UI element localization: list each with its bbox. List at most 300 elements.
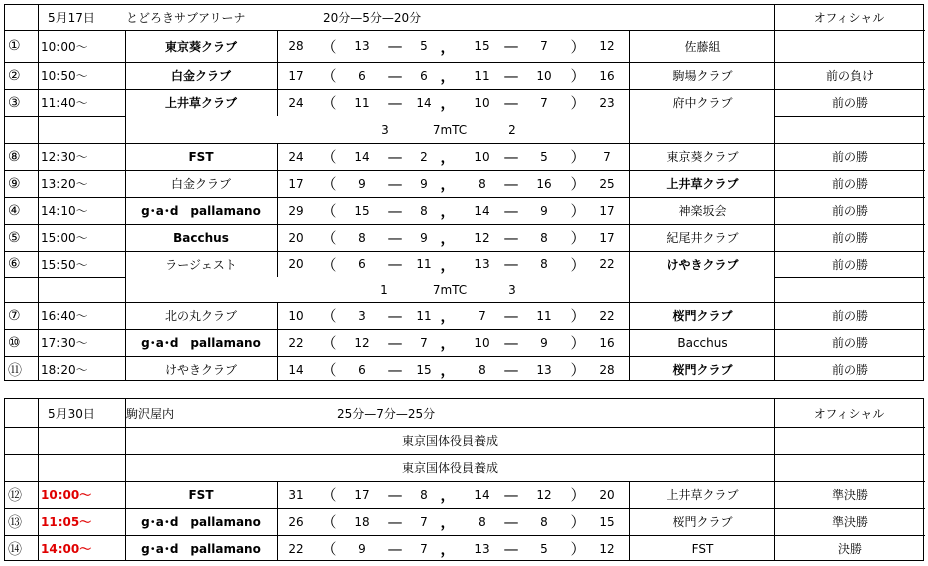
home-team: g･a･d pallamano bbox=[141, 542, 261, 556]
grid-line bbox=[629, 224, 630, 251]
home-score: 10 bbox=[288, 308, 304, 323]
grid-line bbox=[125, 399, 126, 561]
away-first-half: 14 bbox=[416, 95, 432, 110]
dash: — bbox=[387, 539, 403, 558]
away-second-half: 9 bbox=[540, 335, 548, 350]
table-header-row bbox=[5, 5, 925, 30]
away-second-half: 11 bbox=[536, 308, 552, 323]
away-score: 15 bbox=[599, 514, 615, 529]
header-official: オフィシャル bbox=[813, 11, 885, 25]
home-second-half: 10 bbox=[474, 95, 490, 110]
grid-line bbox=[5, 116, 125, 117]
grid-line bbox=[629, 89, 630, 116]
home-team: ラージェスト bbox=[165, 257, 237, 272]
comma: ， bbox=[440, 540, 456, 558]
grid-line bbox=[5, 251, 925, 252]
dash: — bbox=[503, 37, 519, 55]
away-second-half: 8 bbox=[540, 257, 548, 271]
grid-line bbox=[5, 427, 925, 428]
match-time: 17:30～ bbox=[41, 336, 88, 350]
grid-line bbox=[277, 30, 278, 62]
match-row bbox=[5, 251, 925, 277]
home-first-half: 6 bbox=[358, 68, 366, 83]
home-first-half: 18 bbox=[354, 514, 370, 529]
home-team: g･a･d pallamano bbox=[141, 204, 261, 218]
comma: ， bbox=[440, 334, 456, 352]
grid-line bbox=[277, 481, 278, 508]
match-row bbox=[5, 302, 925, 329]
away-first-half: 7 bbox=[420, 541, 428, 556]
dash: — bbox=[387, 66, 403, 85]
official: 前の勝 bbox=[831, 257, 868, 272]
away-first-half: 11 bbox=[416, 308, 432, 323]
dash: — bbox=[503, 539, 519, 558]
close-paren: ） bbox=[570, 540, 586, 558]
penalty-label: 7mTC bbox=[432, 282, 468, 297]
away-score: 17 bbox=[599, 230, 615, 245]
dash: — bbox=[503, 333, 519, 352]
grid-line bbox=[38, 5, 39, 381]
away-penalty: 2 bbox=[508, 122, 516, 137]
grid-line bbox=[5, 329, 925, 330]
training-row bbox=[5, 454, 925, 481]
away-second-half: 13 bbox=[536, 362, 552, 377]
away-second-half: 5 bbox=[540, 149, 548, 164]
schedule-table-may17 bbox=[4, 4, 924, 381]
match-number: ⑭ bbox=[8, 541, 22, 558]
away-second-half: 12 bbox=[536, 487, 552, 502]
home-team: 東京葵クラブ bbox=[164, 39, 237, 54]
close-paren: ） bbox=[570, 361, 586, 379]
table-header-row bbox=[5, 399, 925, 427]
home-second-half: 13 bbox=[474, 541, 490, 556]
grid-line bbox=[5, 277, 125, 278]
away-second-half: 7 bbox=[540, 95, 548, 110]
home-first-half: 8 bbox=[358, 230, 366, 245]
away-team: 桜門クラブ bbox=[672, 515, 733, 529]
close-paren: ） bbox=[570, 307, 586, 325]
home-score: 17 bbox=[288, 68, 304, 83]
home-team: 白金クラブ bbox=[170, 177, 231, 191]
home-score: 22 bbox=[288, 541, 304, 556]
close-paren: ） bbox=[570, 148, 586, 166]
away-team: Bacchus bbox=[677, 335, 728, 350]
match-row bbox=[5, 170, 925, 197]
home-team: 上井草クラブ bbox=[164, 96, 237, 110]
close-paren: ） bbox=[570, 94, 586, 112]
dash: — bbox=[503, 147, 519, 166]
away-first-half: 15 bbox=[416, 362, 432, 377]
match-number: ⑨ bbox=[8, 175, 21, 192]
grid-line bbox=[5, 454, 925, 455]
dash: — bbox=[387, 512, 403, 531]
grid-line bbox=[629, 116, 630, 143]
match-row bbox=[5, 508, 925, 535]
away-score: 23 bbox=[599, 95, 615, 110]
home-score: 29 bbox=[288, 203, 304, 218]
grid-line bbox=[5, 535, 925, 536]
grid-line bbox=[277, 356, 278, 381]
comma: ， bbox=[440, 148, 456, 166]
match-time: 12:30～ bbox=[41, 150, 88, 164]
official: 決勝 bbox=[837, 542, 862, 556]
close-paren: ） bbox=[570, 255, 586, 274]
grid-line bbox=[629, 277, 630, 302]
home-first-half: 6 bbox=[358, 362, 366, 377]
comma: ， bbox=[440, 486, 456, 504]
close-paren: ） bbox=[570, 513, 586, 531]
home-second-half: 8 bbox=[478, 362, 486, 377]
dash: — bbox=[503, 93, 519, 112]
away-first-half: 6 bbox=[420, 68, 428, 83]
away-second-half: 9 bbox=[540, 203, 548, 218]
header-date: 5月30日 bbox=[48, 406, 95, 421]
dash: — bbox=[387, 147, 403, 166]
match-number: ⑦ bbox=[8, 307, 21, 324]
home-second-half: 13 bbox=[474, 257, 490, 271]
home-penalty: 1 bbox=[380, 282, 388, 297]
home-team: g･a･d pallamano bbox=[141, 515, 261, 529]
dash: — bbox=[503, 201, 519, 220]
comma: ， bbox=[440, 255, 456, 274]
comma: ， bbox=[440, 513, 456, 531]
grid-line bbox=[5, 302, 925, 303]
grid-line bbox=[277, 535, 278, 561]
header-venue: 駒沢屋内 bbox=[126, 406, 175, 421]
dash: — bbox=[387, 37, 403, 55]
penalty-row bbox=[5, 116, 925, 143]
match-time: 18:20～ bbox=[41, 363, 88, 377]
away-team: FST bbox=[691, 541, 714, 556]
grid-line bbox=[629, 251, 630, 277]
away-team: 駒場クラブ bbox=[672, 69, 733, 83]
away-first-half: 7 bbox=[420, 335, 428, 350]
close-paren: ） bbox=[570, 202, 586, 220]
comma: ， bbox=[440, 67, 456, 85]
match-row bbox=[5, 224, 925, 251]
match-row bbox=[5, 197, 925, 224]
official: 前の負け bbox=[825, 69, 874, 83]
match-number: ② bbox=[8, 67, 21, 84]
away-team: 上井草クラブ bbox=[666, 488, 739, 502]
open-paren: （ bbox=[321, 229, 337, 247]
home-penalty: 3 bbox=[381, 122, 389, 137]
official: 前の勝 bbox=[831, 177, 868, 191]
away-team: 桜門クラブ bbox=[672, 363, 733, 377]
home-second-half: 8 bbox=[478, 514, 486, 529]
official: 前の勝 bbox=[831, 204, 868, 218]
grid-line bbox=[277, 89, 278, 116]
match-time: 11:05～ bbox=[41, 515, 92, 529]
away-second-half: 8 bbox=[540, 514, 548, 529]
open-paren: （ bbox=[321, 175, 337, 193]
home-score: 20 bbox=[288, 257, 304, 271]
home-team: けやきクラブ bbox=[164, 363, 237, 377]
match-number: ⑧ bbox=[8, 148, 21, 165]
match-row bbox=[5, 143, 925, 170]
grid-line bbox=[5, 170, 925, 171]
match-time: 10:00～ bbox=[41, 488, 92, 502]
grid-line bbox=[277, 197, 278, 224]
comma: ， bbox=[440, 361, 456, 379]
close-paren: ） bbox=[570, 67, 586, 85]
home-score: 24 bbox=[288, 95, 304, 110]
home-first-half: 9 bbox=[358, 176, 366, 191]
match-time: 11:40～ bbox=[41, 96, 88, 110]
grid-line bbox=[5, 224, 925, 225]
away-second-half: 10 bbox=[536, 68, 552, 83]
dash: — bbox=[387, 306, 403, 325]
away-first-half: 11 bbox=[416, 257, 432, 271]
match-row bbox=[5, 535, 925, 562]
away-score: 7 bbox=[603, 149, 611, 164]
away-first-half: 9 bbox=[420, 230, 428, 245]
close-paren: ） bbox=[570, 175, 586, 193]
header-date: 5月17日 bbox=[48, 11, 95, 25]
home-first-half: 6 bbox=[358, 257, 366, 271]
official bbox=[775, 30, 925, 62]
match-row bbox=[5, 356, 925, 383]
home-second-half: 14 bbox=[474, 203, 490, 218]
grid-line bbox=[5, 62, 925, 63]
grid-line bbox=[629, 30, 630, 62]
home-second-half: 14 bbox=[474, 487, 490, 502]
penalty-label: 7mTC bbox=[432, 122, 468, 137]
match-time: 10:50～ bbox=[41, 69, 88, 83]
away-score: 16 bbox=[599, 68, 615, 83]
dash: — bbox=[387, 485, 403, 504]
open-paren: （ bbox=[321, 202, 337, 220]
grid-line bbox=[277, 302, 278, 329]
grid-line bbox=[5, 143, 925, 144]
match-row bbox=[5, 62, 925, 89]
match-number: ③ bbox=[8, 94, 21, 111]
grid-line bbox=[629, 481, 630, 508]
home-team: FST bbox=[188, 149, 214, 164]
open-paren: （ bbox=[321, 540, 337, 558]
match-time: 14:10～ bbox=[41, 204, 88, 218]
home-team: Bacchus bbox=[173, 230, 229, 245]
home-second-half: 8 bbox=[478, 176, 486, 191]
away-score: 17 bbox=[599, 203, 615, 218]
grid-line bbox=[629, 143, 630, 170]
home-team: FST bbox=[188, 487, 214, 502]
away-first-half: 2 bbox=[420, 149, 428, 164]
dash: — bbox=[387, 255, 403, 273]
dash: — bbox=[503, 228, 519, 247]
grid-line bbox=[629, 329, 630, 356]
grid-line bbox=[629, 356, 630, 381]
grid-line bbox=[277, 170, 278, 197]
grid-line bbox=[5, 197, 925, 198]
away-first-half: 7 bbox=[420, 514, 428, 529]
close-paren: ） bbox=[570, 334, 586, 352]
grid-line bbox=[629, 197, 630, 224]
away-penalty: 3 bbox=[508, 282, 516, 297]
official: 準決勝 bbox=[831, 515, 868, 529]
away-score: 12 bbox=[599, 39, 615, 53]
home-first-half: 15 bbox=[354, 203, 370, 218]
dash: — bbox=[503, 174, 519, 193]
comma: ， bbox=[440, 229, 456, 247]
dash: — bbox=[387, 228, 403, 247]
open-paren: （ bbox=[321, 486, 337, 504]
match-number: ⑬ bbox=[8, 514, 22, 531]
dash: — bbox=[387, 360, 403, 379]
grid-line bbox=[277, 251, 278, 277]
grid-line bbox=[5, 356, 925, 357]
home-team: 白金クラブ bbox=[170, 69, 231, 83]
grid-line bbox=[774, 399, 775, 561]
away-score: 25 bbox=[599, 176, 615, 191]
match-row bbox=[5, 89, 925, 116]
away-score: 16 bbox=[599, 335, 615, 350]
grid-line bbox=[629, 535, 630, 561]
home-first-half: 12 bbox=[354, 335, 370, 350]
match-time: 15:00～ bbox=[41, 231, 88, 245]
grid-line bbox=[5, 481, 925, 482]
away-first-half: 9 bbox=[420, 176, 428, 191]
open-paren: （ bbox=[321, 513, 337, 531]
grid-line bbox=[277, 329, 278, 356]
away-score: 22 bbox=[599, 308, 615, 323]
home-second-half: 12 bbox=[474, 230, 490, 245]
official: 準決勝 bbox=[831, 488, 868, 502]
match-time: 16:40～ bbox=[41, 309, 88, 323]
away-team: 桜門クラブ bbox=[672, 309, 733, 323]
home-second-half: 10 bbox=[474, 149, 490, 164]
away-team: 府中クラブ bbox=[672, 96, 733, 110]
open-paren: （ bbox=[321, 67, 337, 85]
match-number: ① bbox=[8, 38, 21, 54]
match-number: ④ bbox=[8, 202, 21, 219]
grid-line bbox=[5, 508, 925, 509]
training-label: 東京国体役員養成 bbox=[401, 434, 498, 448]
match-time: 14:00～ bbox=[41, 542, 92, 556]
training-row bbox=[5, 427, 925, 454]
official: 前の勝 bbox=[831, 96, 868, 110]
dash: — bbox=[387, 93, 403, 112]
home-second-half: 11 bbox=[474, 68, 490, 83]
away-score: 22 bbox=[599, 257, 615, 271]
match-time: 10:00～ bbox=[41, 39, 88, 54]
dash: — bbox=[503, 306, 519, 325]
home-first-half: 17 bbox=[354, 487, 370, 502]
grid-line bbox=[5, 89, 925, 90]
official: 前の勝 bbox=[831, 150, 868, 164]
grid-line bbox=[5, 30, 925, 31]
grid-line bbox=[125, 30, 126, 381]
grid-line bbox=[629, 62, 630, 89]
grid-line bbox=[277, 62, 278, 89]
close-paren: ） bbox=[570, 486, 586, 504]
away-team: 東京葵クラブ bbox=[666, 150, 739, 164]
home-first-half: 14 bbox=[354, 149, 370, 164]
grid-line bbox=[277, 143, 278, 170]
open-paren: （ bbox=[321, 334, 337, 352]
official: 前の勝 bbox=[831, 336, 868, 350]
grid-line bbox=[774, 277, 925, 278]
away-second-half: 16 bbox=[536, 176, 552, 191]
match-number: ⑩ bbox=[8, 334, 21, 351]
home-second-half: 7 bbox=[478, 308, 486, 323]
comma: ， bbox=[440, 202, 456, 220]
home-score: 17 bbox=[288, 176, 304, 191]
comma: ， bbox=[440, 94, 456, 112]
away-score: 12 bbox=[599, 541, 615, 556]
home-second-half: 10 bbox=[474, 335, 490, 350]
grid-line bbox=[774, 5, 775, 381]
schedule-table-may30 bbox=[4, 398, 924, 561]
header-format: 20分—5分—20分 bbox=[323, 11, 422, 25]
match-number: ⑪ bbox=[8, 362, 22, 379]
header-format: 25分—7分—25分 bbox=[337, 406, 436, 421]
home-team: 北の丸クラブ bbox=[164, 309, 237, 323]
open-paren: （ bbox=[321, 307, 337, 325]
training-label: 東京国体役員養成 bbox=[401, 461, 498, 475]
away-first-half: 8 bbox=[420, 203, 428, 218]
home-score: 31 bbox=[288, 487, 304, 502]
dash: — bbox=[503, 512, 519, 531]
home-second-half: 15 bbox=[474, 39, 490, 53]
header-venue: とどろきサブアリーナ bbox=[126, 11, 246, 25]
away-second-half: 7 bbox=[540, 39, 548, 53]
match-number: ⑤ bbox=[8, 229, 21, 246]
dash: — bbox=[387, 174, 403, 193]
away-team: 神楽坂会 bbox=[678, 204, 727, 218]
home-first-half: 11 bbox=[354, 95, 370, 110]
official: 前の勝 bbox=[831, 309, 868, 323]
close-paren: ） bbox=[570, 37, 586, 56]
close-paren: ） bbox=[570, 229, 586, 247]
official: 前の勝 bbox=[831, 363, 868, 377]
away-team: けやきクラブ bbox=[666, 257, 739, 272]
match-time: 15:50～ bbox=[41, 257, 88, 272]
match-number: ⑥ bbox=[8, 256, 21, 272]
open-paren: （ bbox=[321, 361, 337, 379]
open-paren: （ bbox=[321, 37, 337, 56]
away-second-half: 8 bbox=[540, 230, 548, 245]
dash: — bbox=[503, 66, 519, 85]
home-team: g･a･d pallamano bbox=[141, 336, 261, 350]
grid-line bbox=[38, 399, 39, 561]
open-paren: （ bbox=[321, 94, 337, 112]
away-score: 28 bbox=[599, 362, 615, 377]
open-paren: （ bbox=[321, 148, 337, 166]
comma: ， bbox=[440, 175, 456, 193]
match-time: 13:20～ bbox=[41, 177, 88, 191]
home-score: 14 bbox=[288, 362, 304, 377]
away-team: 佐藤組 bbox=[684, 39, 721, 54]
away-first-half: 5 bbox=[420, 39, 428, 53]
official: 前の勝 bbox=[831, 231, 868, 245]
comma: ， bbox=[440, 37, 456, 56]
dash: — bbox=[503, 255, 519, 273]
dash: — bbox=[503, 360, 519, 379]
home-score: 26 bbox=[288, 514, 304, 529]
home-score: 22 bbox=[288, 335, 304, 350]
grid-line bbox=[629, 302, 630, 329]
away-team: 上井草クラブ bbox=[666, 177, 739, 191]
dash: — bbox=[503, 485, 519, 504]
match-number: ⑫ bbox=[8, 487, 22, 504]
grid-line bbox=[629, 508, 630, 535]
match-row bbox=[5, 329, 925, 356]
home-first-half: 3 bbox=[358, 308, 366, 323]
home-first-half: 9 bbox=[358, 541, 366, 556]
grid-line bbox=[774, 116, 925, 117]
home-score: 20 bbox=[288, 230, 304, 245]
